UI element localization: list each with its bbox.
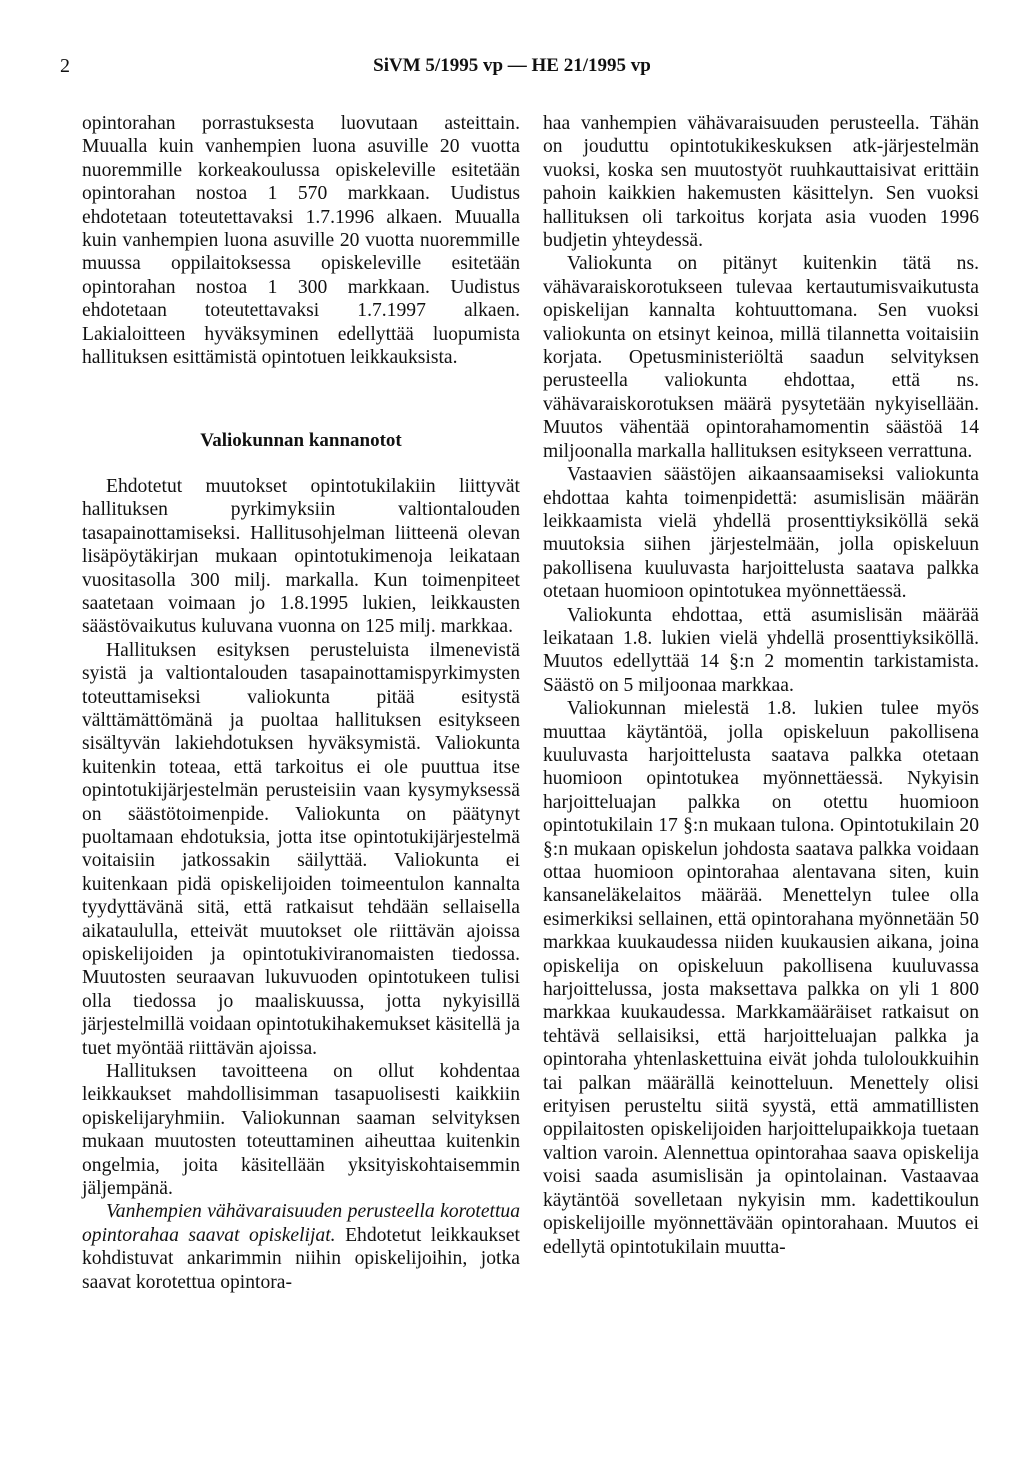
page-header (60, 52, 964, 80)
left-paragraph-5 (82, 1200, 520, 1294)
left-paragraph-4: Hallituksen tavoitteena on ollut kohdentaa leikkaukset mahdollisimman tasapuolisesti kaikkiin opiskelijaryhmiin. Valiokunnan saaman selvityksen mukaan muutosten toteuttaminen aiheuttaa kuitenkin ongelmia, joita käsitellään yksityiskohtaisemmin jäljempänä. (82, 1061, 520, 1200)
right-paragraph-2: Valiokunta on pitänyt kuitenkin tätä ns. vähävaraiskorotukseen tulevaa kertautumisvaikutusta opiskelijan kannalta kohtuuttomana. Sen vuoksi valiokunta on etsinyt keinoa, millä tilannetta voitaisiin korjata. Opetusministeriöltä saadun selvityksen perusteella valiokunta ehdottaa, että ns. vähävaraiskorotuksen määrä pysytetään nykyisellään. Muutos vähentää opintorahamomentin säästöä 14 miljoonalla markalla hallituksen esitykseen verrattuna. (543, 253, 979, 462)
right-paragraph-3: Vastaavien säästöjen aikaansaamiseksi valiokunta ehdottaa kahta toimenpidettä: asumislisän määrän leikkaamista vielä yhdellä prosenttiyksiköllä sekä muutoksia siihen järjestelmään, jolla opiskeluun pakollisena kuuluvasta harjoittelusta saatava palkka otetaan huomioon opintotukea myönnettäessä. (543, 464, 979, 603)
left-paragraph-3: Hallituksen esityksen perusteluista ilmenevistä syistä ja valtiontalouden tasapainottamispyrkimysten toteuttamiseksi valiokunta pitää esitystä välttämättömänä ja puoltaa hallituksen esitykseen sisältyvän lakiehdotuksen hyväksymistä. Valiokunta kuitenkin toteaa, että tarkoitus ei ole puuttua itse opintotukijärjestelmän perusteisiin vaan kysymyksessä on säästötoimenpide. Valiokunta on päätynyt puoltamaan ehdotuksia, jotta itse opintotukijärjestelmä voitaisiin jatkossakin säilyttää. Valiokunta ei kuitenkaan pidä opiskelijoiden toimeentulon kannalta tyydyttävänä sitä, että ratkaisut tehdään sellaisella aikataululla, etteivät muutokset ole riittävän ajoissa opiskelijoiden ja opintotukiviranomaisten tiedossa. Muutosten seuraavan lukuvuoden opintotukeen tulisi olla tiedossa jo maaliskuussa, jotta nykyisillä järjestelmillä voidaan opintotukihakemukset käsitellä ja tuet myöntää riittävän ajoissa. (82, 639, 520, 1059)
right-column (543, 112, 979, 1259)
left-paragraph-5-text: Ehdotetut leikkaukset kohdistuvat ankarimmin niihin opiskelijoihin, jotka saavat korotettua opintora- (82, 1224, 520, 1293)
page-number: 2 (60, 55, 70, 77)
left-paragraph-2: Ehdotetut muutokset opintotukilakiin liittyvät hallituksen pyrkimyksiin valtiontalouden tasapainottamiseksi. Hallitusohjelman liitteenä olevan lisäpöytäkirjan mukaan opintotukimenoja leikataan vuositasolla 300 milj. markalla. Kun toimenpiteet saatetaan voimaan jo 1.8.1995 lukien, leikkausten säästövaikutus kuluvana vuonna on 125 milj. markkaa. (82, 475, 520, 638)
right-paragraph-4: Valiokunta ehdottaa, että asumislisän määrää leikataan 1.8. lukien vielä yhdellä prosenttiyksiköllä. Muutos edellyttää 14 §:n 2 momentin tarkistamista. Säästö on 5 miljoonaa markkaa. (543, 604, 979, 696)
right-paragraph-5: Valiokunnan mielestä 1.8. lukien tulee myös muuttaa käytäntöä, jolla opiskeluun pakollisena kuuluvasta harjoittelusta saatava palkka otetaan huomioon opintotukea myönnettäessä. Nykyisin harjoitteluajan palkka on otettu huomioon opintotukilain 17 §:n mukaan tulona. Opintotukilain 20 §:n mukaan opiskelun johdosta saatava palkka voidaan ottaa huomioon opintorahaa alentavana siten, kuin kansaneläkelaitos määrää. Menettelyn tulee olla esimerkiksi sellainen, että opintorahana myönnetään 50 markkaa kuukaudessa niiden kuukausien aikana, joina opiskelija on opiskeluun pakollisena kuuluvassa harjoittelussa, josta maksettava palkka on yli 1 800 markkaa kuukaudessa. Markkamääräiset ratkaisut on tehtävä sellaisiksi, että harjoitteluajan palkka ja opintoraha yhtenlaskettuina eivät johda tuloloukkuihin tai palkan määrällä keinotteluun. Menettely olisi erityisen perusteltu siitä syystä, että ammatillisten oppilaitosten opiskelijoiden harjoittelupaikkoja tuetaan valtion varoin. Alennettua opintorahaa saava opiskelija voisi saada asumislisän ja opintolainan. Vastaavaa käytäntöä sovelletaan nykyisin mm. kadettikoulun opiskelijoille myönnettävään opintorahaan. Muutos ei edellytä opintotukilain muutta- (543, 698, 979, 1258)
running-title: SiVM 5/1995 vp — HE 21/1995 vp (373, 55, 651, 76)
section-heading: Valiokunnan kannanotot (200, 430, 402, 452)
left-column (82, 112, 520, 1294)
italic-subheading: Vanhempien vähävaraisuuden perusteella korotettua opintorahaa saavat opiskelijat. (82, 1201, 520, 1246)
right-paragraph-1: haa vanhempien vähävaraisuuden perusteella. Tähän on jouduttu opintotukikeskuksen atk-järjestelmän vuoksi, koska sen muutostyöt ruuhkauttaisivat erittäin pahoin kaikkien hakemusten käsittelyn. Sen vuoksi hallituksen oli tarkoitus korjata asia vuoden 1996 budjetin yhteydessä. (543, 113, 979, 252)
left-paragraph-1: opintorahan porrastuksesta luovutaan asteittain. Muualla kuin vanhempien luona asuville 20 vuotta nuoremmille korkeakoulussa opiskeleville esitetään opintorahan nostoa 1 570 markkaan. Uudistus ehdotetaan toteutettavaksi 1.7.1996 alkaen. Muualla kuin vanhempien luona asuville 20 vuotta nuoremmille muussa oppilaitoksessa opiskeleville esitetään opintorahan nostoa 1 300 markkaan. Uudistus ehdotetaan toteutettavaksi 1.7.1997 alkaen. Lakialoitteen hyväksyminen edellyttää luopumista hallituksen esittämistä opintotuen leikkauksista. (82, 113, 520, 369)
